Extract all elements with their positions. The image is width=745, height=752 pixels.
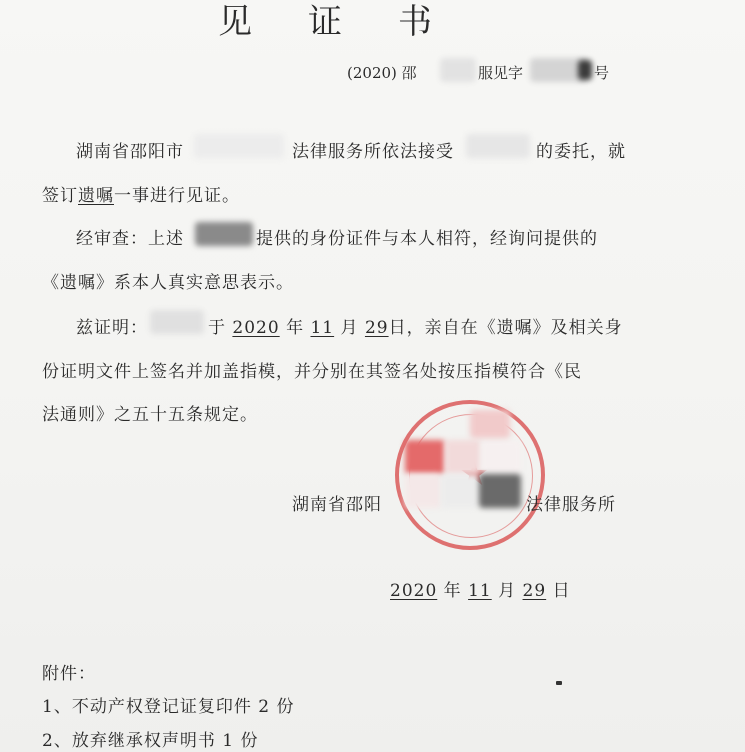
para2-line1-end: 提供的身份证件与本人相符，经询问提供的 [256, 229, 598, 249]
sig-year-unit: 年 [443, 581, 462, 601]
para3-line1-end: 日，亲自在《遗嘱》及相关身 [388, 318, 623, 338]
redaction [150, 310, 204, 334]
redaction [466, 134, 530, 158]
para2-line2: 《遗嘱》系本人真实意思表示。 [42, 273, 294, 293]
para3-yu: 于 [208, 318, 226, 338]
para3-line1-start: 兹证明： [76, 318, 148, 338]
org-name-end: 法律服务所 [526, 495, 616, 515]
signature-date [390, 576, 571, 601]
sig-month-unit: 月 [498, 581, 517, 601]
doc-number [347, 62, 417, 83]
redaction [195, 222, 253, 246]
para1-line1-start: 湖南省邵阳市 [76, 142, 184, 162]
para3-line2: 份证明文件上签名并加盖指模，并分别在其签名处按压指模符合《民 [42, 362, 582, 382]
org-name-start: 湖南省邵阳 [292, 495, 382, 515]
sig-month: 11 [468, 581, 492, 601]
para1-line2-underlined: 遗嘱 [78, 186, 114, 206]
para3-line3: 法通则》之五十五条规定。 [42, 405, 258, 425]
para3-day: 29 [364, 318, 389, 338]
doc-number-middle: 服见字 [478, 64, 524, 82]
para3-line1 [208, 313, 623, 338]
para3-month-unit: 月 [340, 318, 359, 338]
para3-year: 2020 [232, 318, 280, 338]
redaction [440, 58, 476, 82]
para3-month: 11 [310, 318, 335, 338]
sig-year: 2020 [390, 581, 438, 601]
para1-line2 [42, 181, 240, 206]
para1-line1-mid: 法律服务所依法接受 [292, 142, 454, 162]
para1-line2-b: 一事进行见证。 [114, 186, 240, 206]
sig-day: 29 [522, 581, 547, 601]
title-char: 证 [308, 2, 342, 42]
ink-speck [556, 681, 562, 685]
title-char: 书 [398, 2, 432, 42]
para1-line1-end: 的委托，就 [536, 142, 626, 162]
attachments-heading: 附件： [42, 664, 96, 684]
para3-year-unit: 年 [286, 318, 305, 338]
para2-line1-start: 经审查：上述 [76, 229, 184, 249]
attachment-item: 1、不动产权登记证复印件 2 份 [42, 697, 295, 717]
title-char: 见 [218, 2, 252, 42]
doc-number-suffix: 号 [594, 64, 611, 82]
doc-number-prefix: (2020) 邵 [347, 64, 417, 82]
para1-line2-a: 签订 [42, 186, 78, 206]
sig-day-unit: 日 [552, 581, 571, 601]
redaction [194, 134, 284, 158]
redaction [578, 60, 592, 80]
attachment-item: 2、放弃继承权声明书 1 份 [42, 731, 259, 751]
